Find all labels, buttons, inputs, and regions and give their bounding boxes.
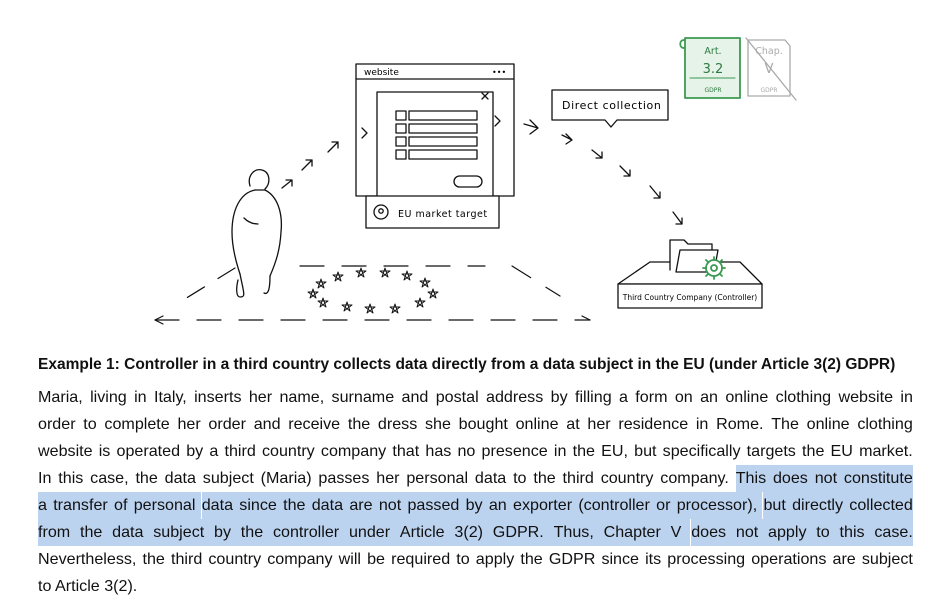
paragraph-word: country [600, 469, 654, 487]
paragraph-word: presence [481, 442, 548, 460]
paragraph-word: not [736, 519, 768, 546]
paragraph-word: transfer [53, 492, 114, 519]
paragraph-word: will [338, 550, 362, 568]
paragraph-word: does [691, 519, 736, 546]
paragraph-word: controller [273, 519, 349, 546]
paragraph-word: that [392, 442, 420, 460]
paragraph-word: bought [458, 415, 508, 433]
paragraph-word: the [520, 550, 543, 568]
paragraph-word: third [170, 550, 203, 568]
paragraph-segment: to Article 3(2). [38, 577, 138, 595]
paragraph-word: not [815, 465, 844, 492]
callout-label: Direct collection [562, 99, 662, 112]
paragraph-word: V [671, 519, 691, 546]
paragraph-word: the [80, 519, 112, 546]
paragraph-word: by [186, 442, 204, 460]
paragraph-word: a [209, 442, 219, 460]
paragraph-word: by [550, 388, 568, 406]
paragraph-word: apply [768, 519, 816, 546]
paragraph-word: has [425, 442, 452, 460]
paragraph-line [38, 546, 913, 573]
paragraph-word: living [90, 388, 127, 406]
window-dots: ••• [492, 68, 507, 77]
paragraph-word: clothing [857, 415, 913, 433]
paragraph-word: from [38, 519, 80, 546]
paragraph-word: passed [407, 492, 466, 519]
paragraph-word: constitute [844, 465, 913, 492]
paragraph-word: of [114, 492, 134, 519]
paragraph-word: online [806, 415, 850, 433]
paragraph-line [38, 492, 913, 519]
paragraph-word: collected [849, 492, 913, 519]
paragraph-word: be [367, 550, 386, 568]
paragraph-word: postal [435, 388, 479, 406]
paragraph-word: complete [104, 415, 170, 433]
paragraph-word: no [457, 442, 476, 460]
paragraph-word: does [773, 465, 815, 492]
paragraph-word: the [572, 442, 595, 460]
paragraph-word: market. [859, 442, 913, 460]
paragraph-word: passes [318, 469, 370, 487]
paragraph-word: (controller [578, 492, 656, 519]
paragraph-word: in [900, 388, 913, 406]
paragraph-word: Maria, [38, 388, 83, 406]
paragraph-word: order [208, 415, 246, 433]
arrow-icon [282, 142, 338, 188]
gear-icon [703, 257, 725, 279]
paragraph-word: not [379, 492, 407, 519]
paragraph-word: operated [116, 442, 181, 460]
paragraph-word: website [38, 442, 93, 460]
paragraph-word: inserts [194, 388, 242, 406]
example-heading: Example 1: Controller in a third country collects data directly from a data subject in the EU (under Article 3(2) GDPR) [38, 356, 896, 373]
paragraph-line [38, 438, 913, 465]
paragraph-word: its [645, 550, 662, 568]
paragraph-word: since [239, 492, 283, 519]
paragraph-word: targets [746, 442, 796, 460]
paragraph-word: in [134, 388, 147, 406]
paragraph-word: at [566, 415, 580, 433]
paragraph-word: address [486, 388, 544, 406]
paragraph-word: Chapter [604, 519, 671, 546]
paragraph-word: country [208, 550, 262, 568]
paragraph-word: subject [861, 550, 913, 568]
paragraph-word: Thus, [554, 519, 604, 546]
paragraph-word: on [674, 388, 693, 406]
paragraph-word: company. [660, 469, 729, 487]
paragraph-word: to [513, 469, 527, 487]
paragraph-word: to [816, 519, 840, 546]
paragraph-word: apply [475, 550, 515, 568]
paragraph-word: dress [377, 415, 418, 433]
paragraph-word: name, [279, 388, 325, 406]
paragraph-word: exporter [513, 492, 578, 519]
paragraph-word: by [466, 492, 489, 519]
paragraph-line [38, 411, 913, 438]
paragraph-word: The [771, 415, 799, 433]
company-label: Third Country Company (Controller) [622, 293, 758, 302]
paragraph-word: EU, [601, 442, 628, 460]
paragraph-word: surname [331, 388, 395, 406]
paragraph-word: data [202, 492, 239, 519]
paragraph-word: subject [153, 519, 214, 546]
paragraph-word: required [391, 550, 451, 568]
paragraph-word: and [401, 388, 429, 406]
paragraph-word: her [587, 415, 611, 433]
paragraph-word: a [38, 492, 53, 519]
paragraph-word: in [695, 415, 709, 433]
eu-stars-icon [308, 268, 438, 313]
paragraph-word: filling [574, 388, 612, 406]
paragraph-word: are [832, 550, 856, 568]
paragraph-word: case, [90, 469, 129, 487]
example-paragraph [38, 384, 913, 600]
paragraph-line [38, 573, 913, 600]
paragraph-word: the [347, 415, 371, 433]
paragraph-word: and [253, 415, 281, 433]
tag-chap-line1: Chap. [755, 46, 783, 57]
arrow-icon [524, 120, 682, 224]
paragraph-word: processor), [677, 492, 763, 519]
paragraph-word: by [214, 519, 241, 546]
paragraph-word: this [58, 469, 84, 487]
tag-chap-line3: GDPR [760, 87, 778, 94]
paragraph-word: under [349, 519, 400, 546]
paragraph-line [38, 465, 913, 492]
paragraph-word: or [656, 492, 677, 519]
location-label: EU market target [398, 209, 488, 220]
website-window-icon [356, 64, 514, 228]
paragraph-word: the [802, 442, 825, 460]
paragraph-word: directly [792, 492, 849, 519]
paragraph-word: order [38, 415, 76, 433]
paragraph-word: This [736, 465, 773, 492]
tag-art-line3: GDPR [704, 87, 722, 94]
floor-dashed-outline [155, 266, 590, 324]
paragraph-word: GDPR. [493, 519, 554, 546]
paragraph-word: online [515, 415, 559, 433]
paragraph-word: third [562, 469, 594, 487]
paragraph-line [38, 384, 913, 411]
website-label: website [364, 68, 399, 78]
paragraph-word: but [634, 442, 657, 460]
paragraph-word: this [840, 519, 874, 546]
tag-art-line1: Art. [704, 46, 722, 57]
paragraph-word: an [489, 492, 513, 519]
paragraph-word: a [619, 388, 628, 406]
paragraph-word: personal [406, 469, 469, 487]
paragraph-word: EU [830, 442, 853, 460]
paragraph-word: Nevertheless, [38, 550, 137, 568]
paragraph-word: Article [400, 519, 454, 546]
paragraph-word: Italy, [153, 388, 187, 406]
paragraph-word: GDPR [548, 550, 596, 568]
person-figure [232, 170, 281, 297]
tag-chap-line2: V [764, 62, 774, 77]
paragraph-line [38, 519, 913, 546]
paragraph-word: to [83, 415, 97, 433]
paragraph-word: the [135, 469, 158, 487]
paragraph-word: operations [751, 550, 827, 568]
paragraph-word: data [112, 519, 153, 546]
paragraph-word: specifically [662, 442, 741, 460]
paragraph-word: company [320, 442, 387, 460]
paragraph-word: the [142, 550, 165, 568]
paragraph-word: is [98, 442, 111, 460]
paragraph-word: residence [618, 415, 689, 433]
paragraph-word: her [376, 469, 400, 487]
paragraph-word: she [424, 415, 451, 433]
paragraph-word: (Maria) [260, 469, 312, 487]
paragraph-word: are [349, 492, 379, 519]
paragraph-word: Rome. [716, 415, 764, 433]
paragraph-word: the [533, 469, 556, 487]
paragraph-word: case. [874, 519, 912, 546]
paragraph-word: her [177, 415, 201, 433]
paragraph-word: online [725, 388, 769, 406]
paragraph-word: her [248, 388, 273, 406]
paragraph-word: but [763, 492, 792, 519]
paragraph-word: 3(2) [454, 519, 493, 546]
paragraph-word: the [283, 492, 312, 519]
paragraph-word: the [241, 519, 273, 546]
paragraph-word: data [312, 492, 349, 519]
paragraph-word: website [838, 388, 894, 406]
tag-art-line2: 3.2 [702, 62, 724, 77]
paragraph-word: subject [202, 469, 254, 487]
paragraph-word: form [635, 388, 668, 406]
paragraph-word: company [267, 550, 333, 568]
paragraph-word: country [261, 442, 315, 460]
paragraph-word: to [456, 550, 470, 568]
paragraph-word: receive [288, 415, 341, 433]
paragraph-word: an [700, 388, 718, 406]
paragraph-word: in [553, 442, 567, 460]
paragraph-word: data [164, 469, 196, 487]
paragraph-word: data [474, 469, 507, 487]
paragraph-word: In [38, 469, 52, 487]
paragraph-word: clothing [775, 388, 832, 406]
paragraph-word: personal [134, 492, 202, 519]
paragraph-word: since [601, 550, 640, 568]
paragraph-word: third [224, 442, 256, 460]
paragraph-word: processing [667, 550, 746, 568]
